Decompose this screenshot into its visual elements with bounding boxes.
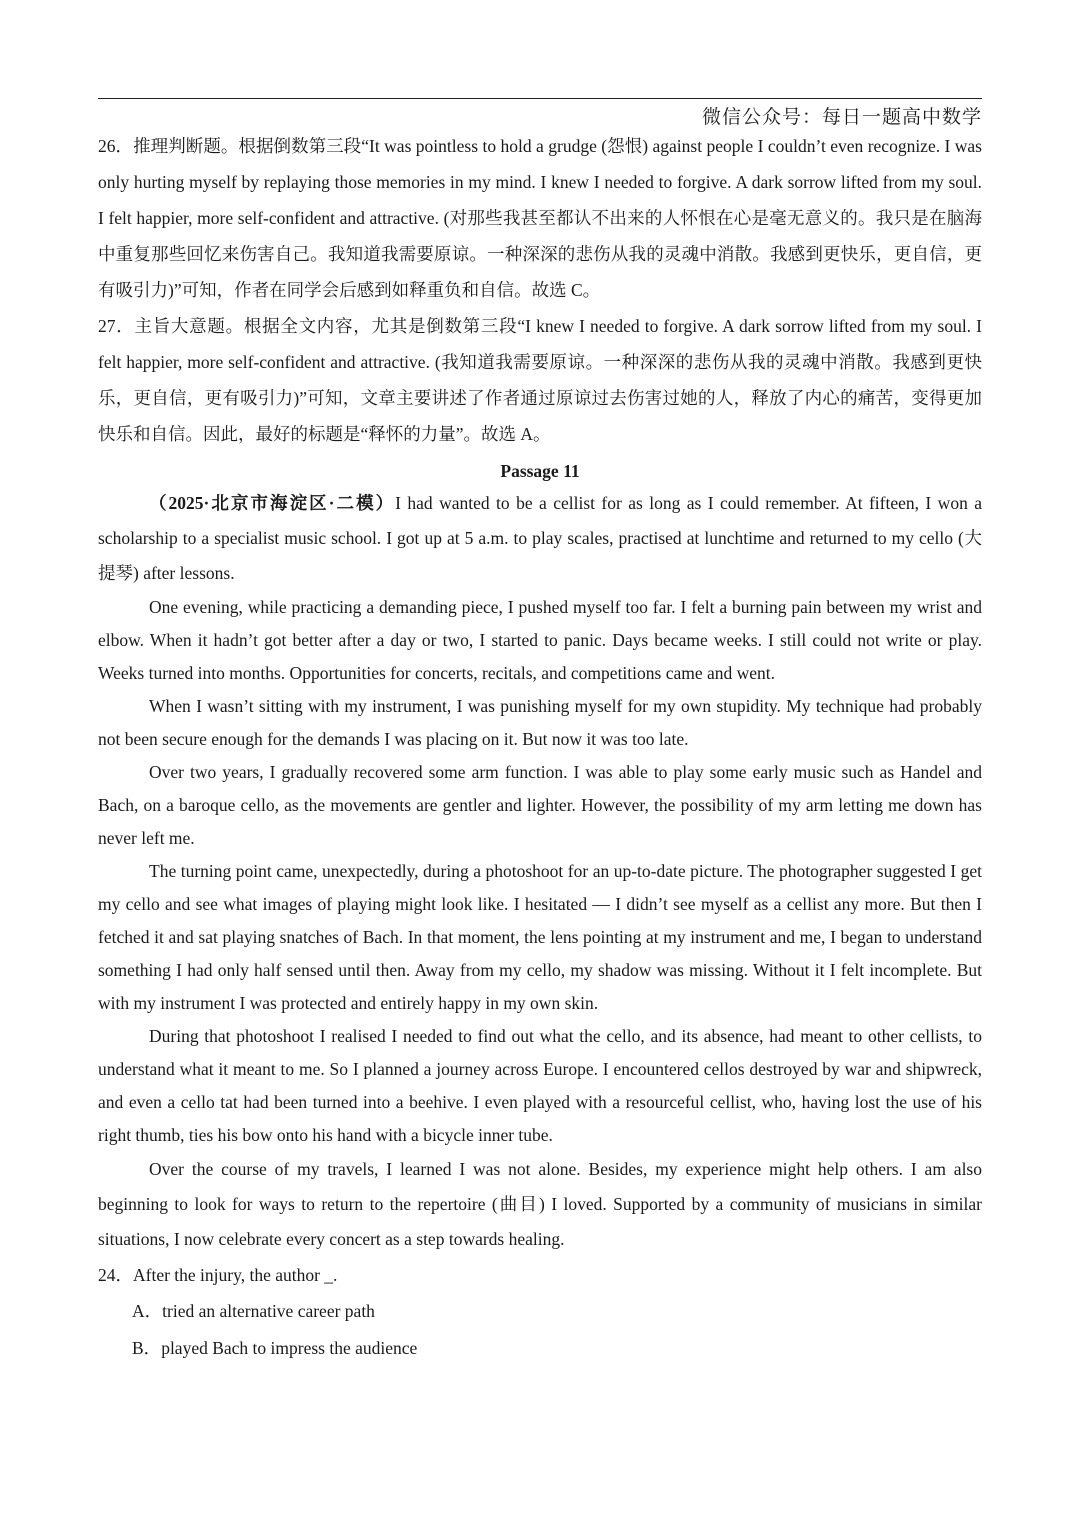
passage-source: （2025·北京市海淀区·二模） (149, 493, 396, 513)
option-letter: B． (132, 1338, 162, 1358)
answer-text: 主旨大意题。根据全文内容，尤其是倒数第三段“I knew I needed to forgive. A dark sorrow lifted from my soul. I felt happier, more self-confident and attractive. (我知道我需要原谅。一种深深的悲伤从我的灵魂中消散。我感到更快乐，更自信，更有吸引力)”可知，文章主要讲述了作者通过原谅过去伤害过她的人，释放了内心的痛苦，变得更加快乐和自信。因此，最好的标题是“释怀的力量”。故选 A。 (98, 316, 982, 444)
question-option-b[interactable] (98, 1330, 982, 1367)
answer-text: 推理判断题。根据倒数第三段“It was pointless to hold a grudge (怨恨) against people I couldn’t even recognize. I was only hurting myself by replaying those memories in my mind. I knew I needed to forgive. A dark sorrow lifted from my soul. I felt happier, more self-confident and attractive. (对那些我甚至都认不出来的人怀恨在心是毫无意义的。我只是在脑海中重复那些回忆来伤害自己。我知道我需要原谅。一种深深的悲伤从我的灵魂中消散。我感到更快乐，更自信，更有吸引力)”可知，作者在同学会后感到如释重负和自信。故选 C。 (98, 136, 982, 300)
answer-explanation-27 (98, 308, 982, 452)
page-content (98, 128, 982, 1367)
header-rule (98, 98, 982, 99)
paragraph-text: I had wanted to be a cellist for as long as I could remember. At fifteen, I won a scholarship to a specialist music school. I got up at 5 a.m. to play scales, practised at lunchtime and returned to my cello (大提琴) after lessons. (98, 493, 982, 583)
answer-explanation-26 (98, 128, 982, 308)
passage-paragraph: Over two years, I gradually recovered some arm function. I was able to play some early music such as Handel and Bach, on a baroque cello, as the movements are gentler and lighter. However, the possibility of my arm letting me down has never left me. (98, 762, 982, 848)
passage-paragraph: The turning point came, unexpectedly, during a photoshoot for an up-to-date picture. The photographer suggested I get my cello and see what images of playing might look like. I hesitated — I didn’t see myself as a cellist any more. But then I fetched it and sat playing snatches of Bach. In that moment, the lens pointing at my instrument and me, I began to understand something I had only half sensed until then. Away from my cello, my shadow was missing. Without it I felt incomplete. But with my instrument I was protected and entirely happy in my own skin. (98, 861, 982, 1013)
option-letter: A． (132, 1301, 163, 1321)
answer-number: 26． (98, 136, 134, 156)
passage-paragraph: When I wasn’t sitting with my instrument, I was punishing myself for my own stupidity. My technique had probably not been secure enough for the demands I was placing on it. But now it was too late. (98, 696, 982, 749)
header-channel: 微信公众号：每日一题高中数学 (701, 106, 982, 128)
passage-paragraph: Over the course of my travels, I learned I was not alone. Besides, my experience might help others. I am also beginning to look for ways to return to the repertoire (曲目) I loved. Supported by a community of musicians in similar situations, I now celebrate every concert as a step towards healing. (98, 1159, 982, 1249)
answer-number: 27． (98, 316, 135, 336)
question-text: After the injury, the author _. (133, 1265, 338, 1285)
passage-paragraph: One evening, while practicing a demanding piece, I pushed myself too far. I felt a burning pain between my wrist and elbow. When it hadn’t got better after a day or two, I started to panic. Days became weeks. I still could not write or play. Weeks turned into months. Opportunities for concerts, recitals, and competitions came and went. (98, 597, 982, 683)
question-number: 24． (98, 1265, 133, 1285)
question-option-a[interactable] (98, 1293, 982, 1330)
question-stem (98, 1257, 982, 1293)
option-text: played Bach to impress the audience (161, 1338, 418, 1358)
option-text: tried an alternative career path (162, 1301, 375, 1321)
passage-paragraph (98, 486, 982, 591)
passage-paragraph: During that photoshoot I realised I needed to find out what the cello, and its absence, had meant to other cellists, to understand what it meant to me. So I planned a journey across Europe. I encountered cellos destroyed by war and shipwreck, and even a cello tat had been turned into a beehive. I even played with a resourceful cellist, who, having lost the use of his right thumb, ties his bow onto his hand with a bicycle inner tube. (98, 1026, 982, 1145)
passage-title: Passage 11 (500, 461, 580, 481)
